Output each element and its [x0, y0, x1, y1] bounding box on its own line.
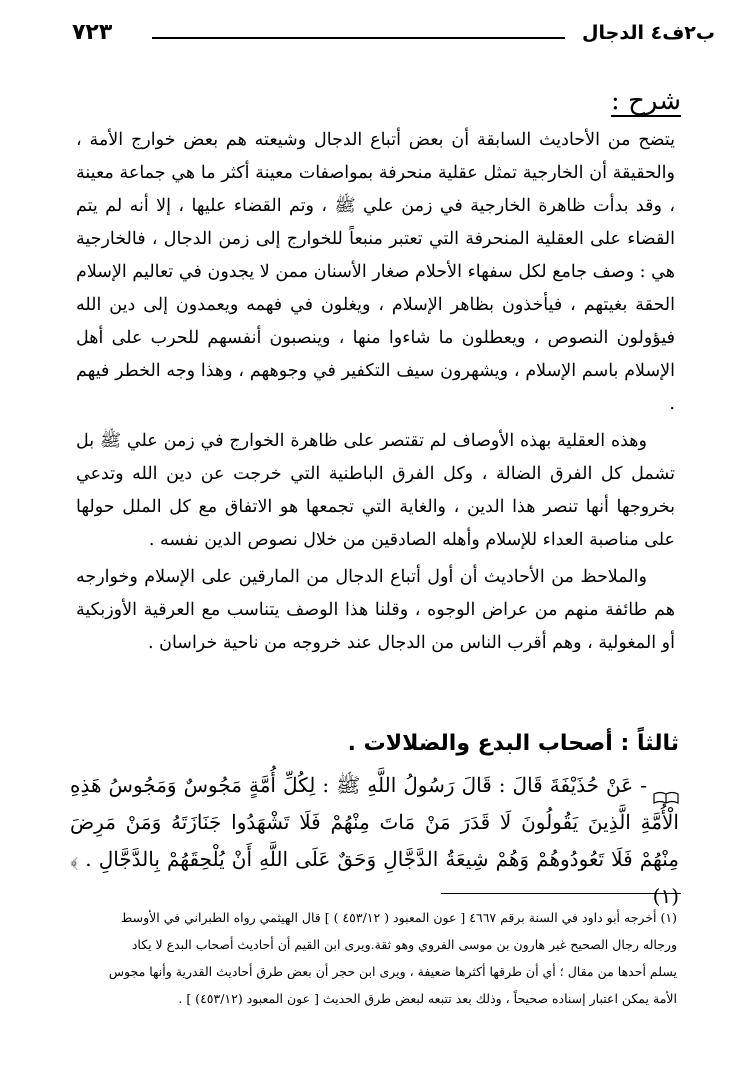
footnote-line: (١) أخرجه أبو داود في السنة برقم ٤٦٦٧ [ عون المعبود ( ٤٥٣/١٢ ) ] قال الهيثمي رواه الطبراني في الأوسط [120, 910, 677, 925]
chapter-header: ب٢ف٤ الدجال [582, 22, 715, 44]
footnote [74, 904, 677, 1012]
hadith-content: - عَنْ حُذَيْفَةَ قَالَ : قَالَ رَسُولُ اللَّهِ ﷺ : لِكُلِّ أُمَّةٍ مَجُوسٌ وَمَجُوسُ هَذِهِ الْأُمَّةِ الَّذِينَ يَقُولُونَ لَا قَدَرَ مَنْ مَاتَ مِنْهُمْ فَلَا تَشْهَدُوا جَنَازَتَهُ وَمَنْ مَرِضَ مِنْهُمْ فَلَا تَعُودُوهُمْ وَهُمْ شِيعَةُ الدَّجَّالِ وَحَقٌ عَلَى اللَّهِ أَنْ يُلْحِقَهُمْ بِالدَّجَّالِ . ﴾ (١) [70, 773, 679, 908]
commentary-body [76, 124, 675, 664]
paragraph: يتضح من الأحاديث السابقة أن بعض أتباع الدجال وشيعته هم بعض خوارج الأمة ، والحقيقة أن الخارجية تمثل عقلية منحرفة بمواصفات معينة أكثر ما هي جماعة معينة ، وقد بدأت ظاهرة الخارجية في زمن علي ﷺ ، وتم القضاء عليها ، إلا أنه لم يتم القضاء على العقلية المنحرفة التي تعتبر منبعاً للخوارج إلى زمن الدجال ، فالخارجية هي : وصف جامع لكل سفهاء الأحلام صغار الأسنان ممن لا يجدون في تعاليم الإسلام الحقة بغيتهم ، فيأخذون بظاهر الإسلام ، ويغلون في فهمه ويعمدون إلى دين الله فيؤولون النصوص ، ويعطلون ما شاءوا منها ، وينصبون أنفسهم للحرب على أهل الإسلام باسم الإسلام ، ويشهرون سيف التكفير في وجوههم ، وهذا وجه الخطر فيهم . [76, 130, 675, 414]
footnote-line: الأمة يمكن اعتبار إسناده صحيحاً ، وذلك بعد تتبعه لبعض طرق الحديث [ عون المعبود (٤٥٣/١٢) ] . [178, 991, 677, 1006]
section-title: شرح : [611, 86, 681, 116]
footnote-rule [441, 893, 681, 894]
header-rule [152, 37, 565, 39]
paragraph: والملاحظ من الأحاديث أن أول أتباع الدجال من المارقين على الإسلام وخوارجه هم طائفة منهم من عراض الوجوه ، وقلنا هذا الوصف يتناسب مع العرقية الأوزبكية أو المغولية ، وهم أقرب الناس من الدجال عند خروجه من ناحية خراسان . [76, 567, 675, 653]
footnote-line: ورجاله رجال الصحيح غير هارون بن موسى الفروي وهو ثقة.ويرى ابن القيم أن أحاديث أصحاب البدع لا يكاد [131, 937, 677, 952]
page-number: ٧٢٣ [72, 20, 113, 45]
book-icon [653, 780, 679, 794]
subheading: ثالثاً : أصحاب البدع والضلالات . [347, 731, 679, 756]
footnote-line: يسلم أحدها من مقال ؛ أي أن طرقها أكثرها ضعيفة ، ويرى ابن حجر أن بعض طرق أحاديث القدرية وأنها مجوس [108, 964, 677, 979]
paragraph: وهذه العقلية بهذه الأوصاف لم تقتصر على ظاهرة الخوارج في زمن علي ﷺ بل تشمل كل الفرق الضالة ، وكل الفرق الباطنية التي خرجت عن دين الله وتدعي بخروجها أنها تنصر هذا الدين ، والغاية التي تجمعها هو الاتفاق مع كل الملل حولها على مناصبة العداء للإسلام وأهله الصادقين من خلال نصوص الدين نفسه . [76, 431, 675, 550]
